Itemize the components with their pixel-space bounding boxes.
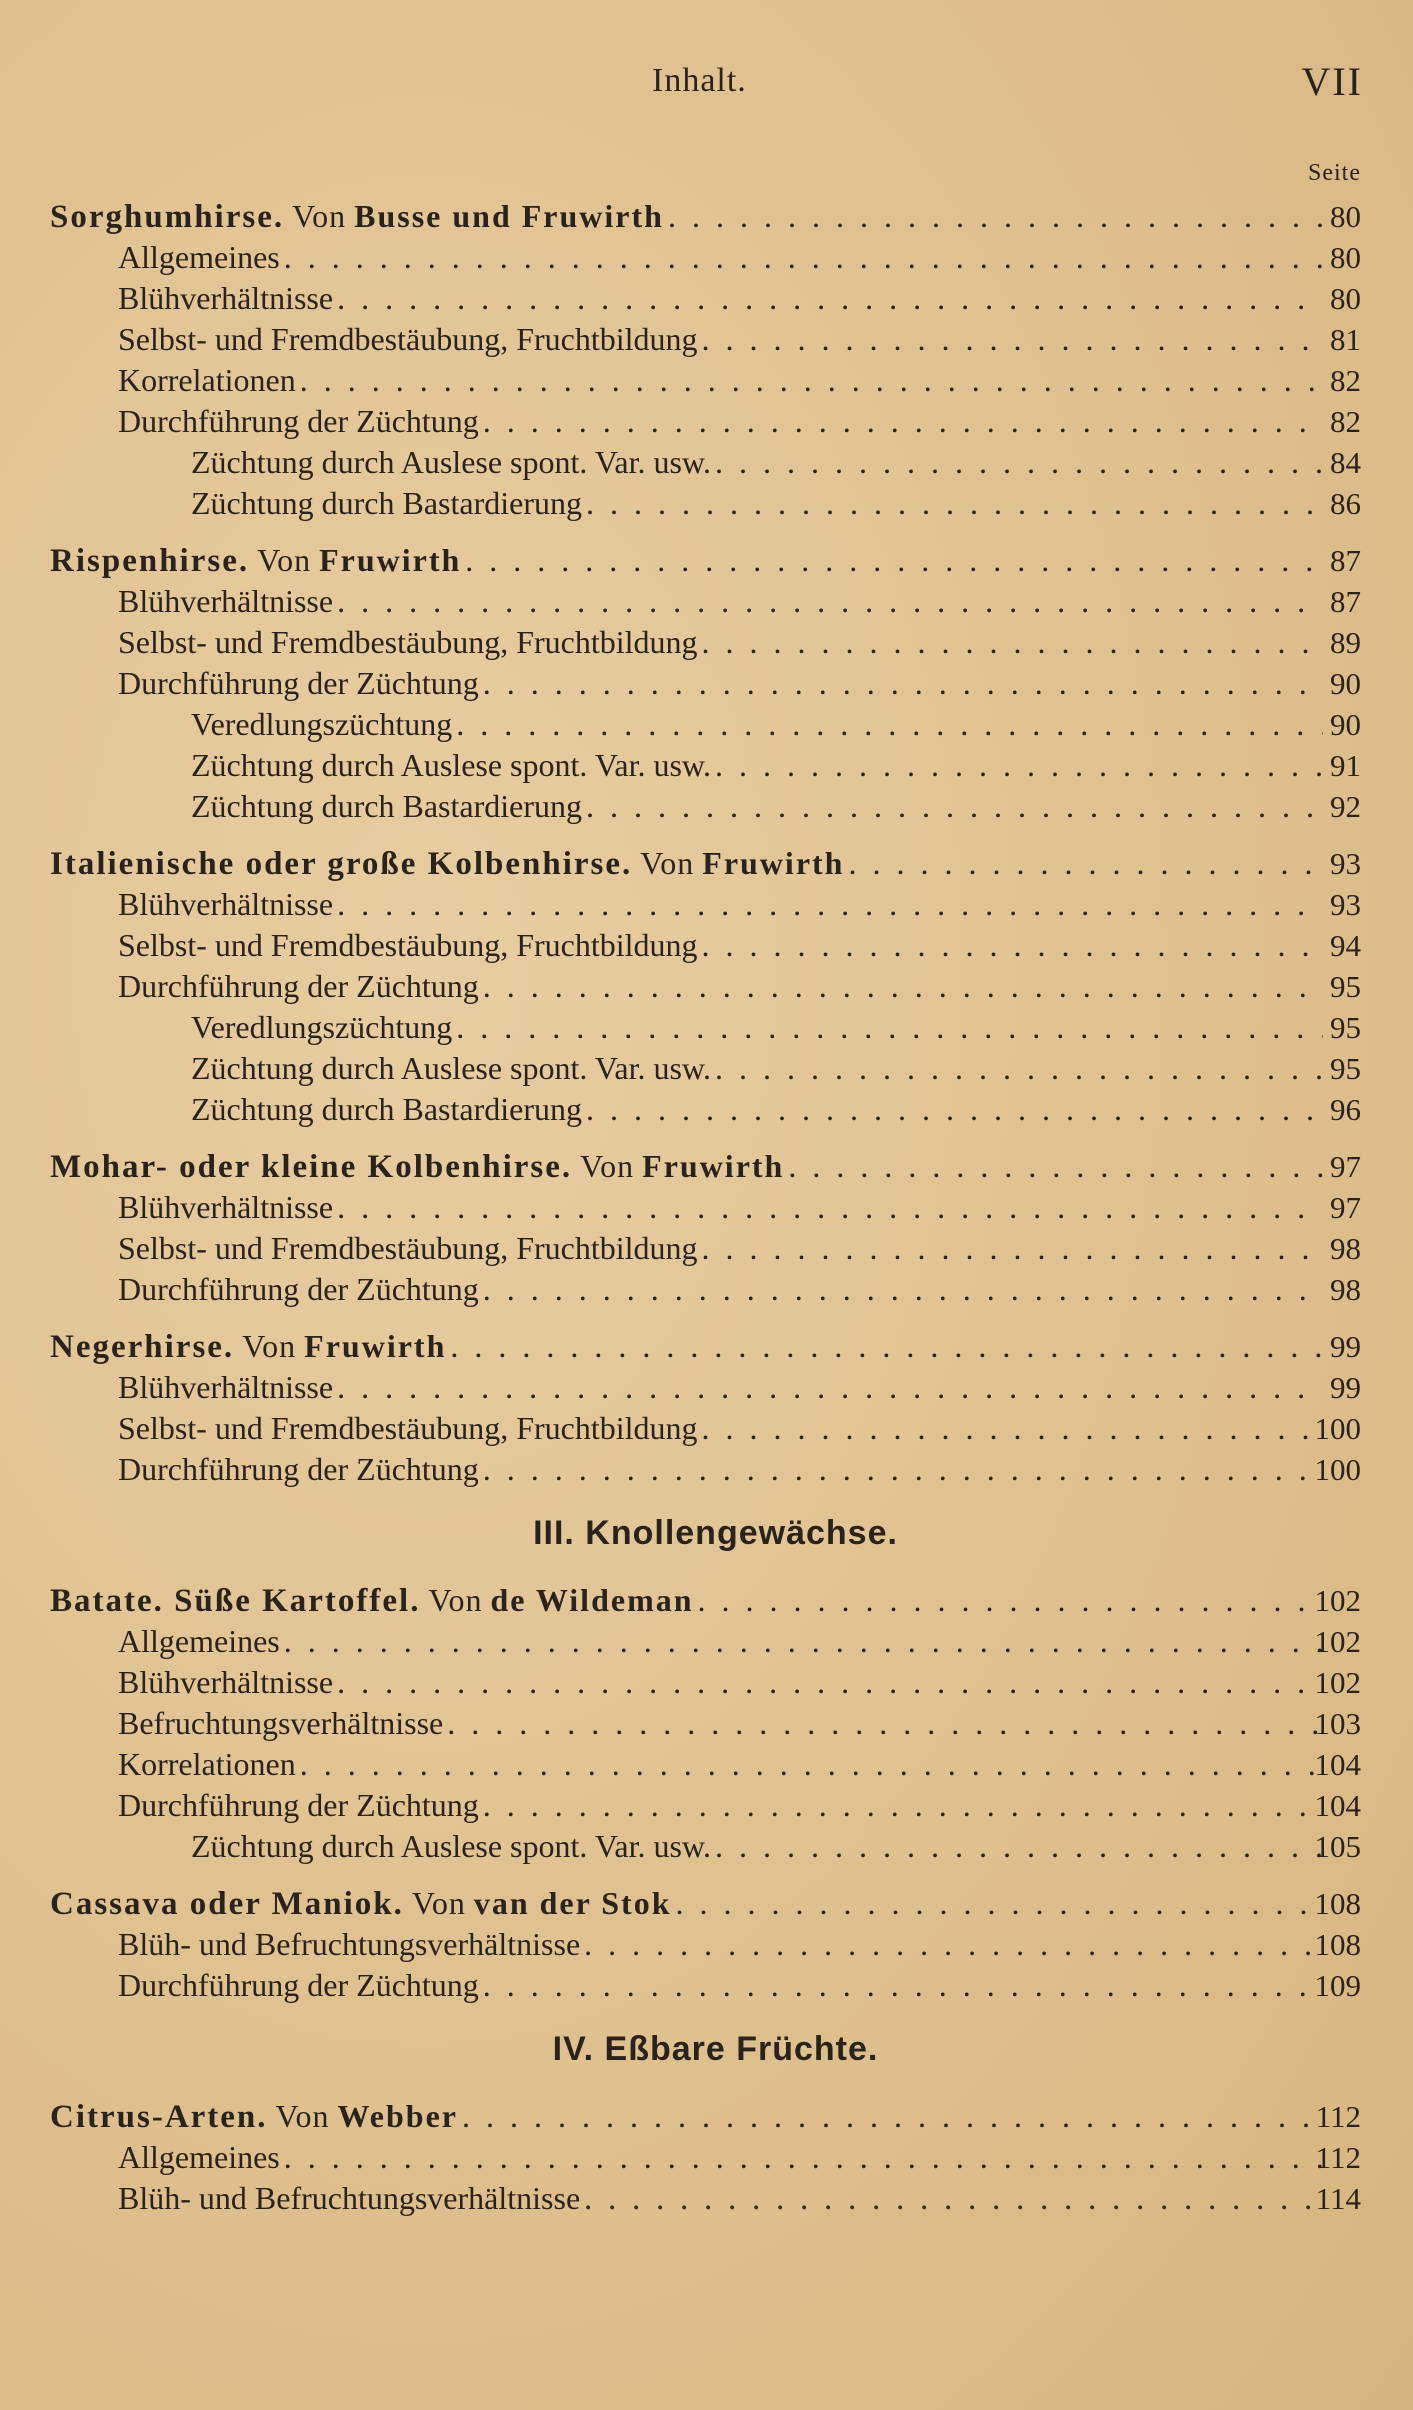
entry-text: Allgemeines: [118, 239, 280, 275]
toc-entry-row: [0, 1449, 1413, 1490]
page-ref: 93: [1330, 887, 1361, 922]
entry-text: Blühverhältnisse: [118, 583, 334, 619]
page-ref: 82: [1330, 363, 1361, 398]
toc-entry-row: [0, 1621, 1413, 1662]
toc-entry-row: [0, 278, 1413, 319]
page-ref: 102: [1314, 1665, 1361, 1700]
page-ref: 109: [1314, 1968, 1361, 2003]
page-ref: 90: [1330, 707, 1361, 742]
page-number: VII: [1301, 59, 1363, 104]
entry-text: Befruchtungsverhältnisse: [118, 1705, 444, 1741]
page-ref: 97: [1330, 1149, 1361, 1184]
page-ref: 99: [1330, 1329, 1361, 1364]
page-ref: 80: [1330, 199, 1361, 234]
toc-entry-row: [0, 483, 1413, 524]
toc-chapter-row: [0, 196, 1413, 237]
page-ref: 97: [1330, 1190, 1361, 1225]
page-ref: 95: [1330, 1051, 1361, 1086]
entry-text: Korrelationen: [118, 362, 296, 398]
chapter-title: Sorghumhirse.: [50, 199, 285, 235]
toc-entry-row: [0, 401, 1413, 442]
entry-text: Durchführung der Züchtung: [118, 1451, 479, 1487]
chapter-von: Von: [242, 1328, 297, 1364]
page-ref: 80: [1330, 240, 1361, 275]
toc-entry-row: [0, 1924, 1413, 1965]
chapter-title: Citrus-Arten.: [50, 2099, 268, 2135]
toc-entry-row: [0, 1187, 1413, 1228]
page-ref: 95: [1330, 969, 1361, 1004]
toc-entry-row: [0, 442, 1413, 483]
entry-text: Durchführung der Züchtung: [118, 1967, 479, 2003]
entry-text: Selbst- und Fremdbestäubung, Fruchtbildung: [118, 927, 698, 963]
entry-text: Selbst- und Fremdbestäubung, Fruchtbildung: [118, 624, 698, 660]
chapter-von: Von: [640, 845, 695, 881]
page-ref: 103: [1314, 1706, 1361, 1741]
entry-text: Blühverhältnisse: [118, 886, 334, 922]
toc-chapter-row: [0, 1883, 1413, 1924]
page-ref: 93: [1330, 846, 1361, 881]
entry-text: Blüh- und Befruchtungsverhältnisse: [118, 1926, 581, 1962]
chapter-title: Batate. Süße Kartoffel.: [50, 1583, 421, 1619]
entry-text: Blühverhältnisse: [118, 1664, 334, 1700]
toc-entry-row: [0, 1703, 1413, 1744]
toc-entry-row: [0, 1965, 1413, 2006]
page-ref: 104: [1314, 1788, 1361, 1823]
entry-text: Durchführung der Züchtung: [118, 1271, 479, 1307]
page-ref: 100: [1314, 1411, 1361, 1446]
toc-entry-row: [0, 1089, 1413, 1130]
chapter-von: Von: [275, 2098, 330, 2134]
toc-entry-row: [0, 581, 1413, 622]
entry-text: Blühverhältnisse: [118, 1189, 334, 1225]
toc-entry-row: [0, 360, 1413, 401]
entry-text: Züchtung durch Auslese spont. Var. usw.: [191, 1050, 711, 1086]
chapter-title: Italienische oder große Kolbenhirse.: [50, 846, 633, 882]
page-ref: 114: [1315, 2181, 1361, 2216]
chapter-author: Webber: [337, 2098, 458, 2134]
entry-text: Züchtung durch Auslese spont. Var. usw.: [191, 747, 711, 783]
toc-entry-row: [0, 1367, 1413, 1408]
page-ref: 80: [1330, 281, 1361, 316]
entry-text: Durchführung der Züchtung: [118, 968, 479, 1004]
entry-text: Durchführung der Züchtung: [118, 1787, 479, 1823]
toc-chapter-row: [0, 1580, 1413, 1621]
page-ref: 102: [1314, 1624, 1361, 1659]
toc-entry-row: [0, 1269, 1413, 1310]
chapter-author: Fruwirth: [642, 1148, 785, 1184]
toc-entry-row: [0, 1662, 1413, 1703]
toc-entry-row: [0, 786, 1413, 827]
table-of-contents: [0, 196, 1413, 2219]
page-ref: 100: [1314, 1452, 1361, 1487]
toc-entry-row: [0, 1826, 1413, 1867]
page-ref: 84: [1330, 445, 1361, 480]
entry-text: Züchtung durch Bastardierung: [191, 788, 582, 824]
entry-text: Züchtung durch Bastardierung: [191, 485, 582, 521]
toc-entry-row: [0, 884, 1413, 925]
entry-text: Durchführung der Züchtung: [118, 665, 479, 701]
page-ref: 95: [1330, 1010, 1361, 1045]
toc-entry-row: [0, 704, 1413, 745]
page-ref: 104: [1314, 1747, 1361, 1782]
toc-entry-row: [0, 622, 1413, 663]
chapter-title: Rispenhirse.: [50, 543, 250, 579]
page-ref: 91: [1330, 748, 1361, 783]
toc-chapter-row: [0, 2096, 1413, 2137]
entry-text: Blühverhältnisse: [118, 280, 334, 316]
toc-chapter-row: [0, 1146, 1413, 1187]
chapter-author: Fruwirth: [702, 845, 845, 881]
toc-entry-row: [0, 966, 1413, 1007]
toc-entry-row: [0, 1048, 1413, 1089]
page-ref: 112: [1315, 2140, 1361, 2175]
chapter-von: Von: [411, 1885, 466, 1921]
page-ref: 87: [1330, 584, 1361, 619]
entry-text: Allgemeines: [118, 2139, 280, 2175]
chapter-author: Fruwirth: [319, 542, 462, 578]
toc-entry-row: [0, 1744, 1413, 1785]
toc-entry-row: [0, 663, 1413, 704]
chapter-title: Mohar- oder kleine Kolbenhirse.: [50, 1149, 573, 1185]
page-ref: 87: [1330, 543, 1361, 578]
entry-text: Selbst- und Fremdbestäubung, Fruchtbildung: [118, 1230, 698, 1266]
toc-entry-row: [0, 1007, 1413, 1048]
page-ref: 105: [1314, 1829, 1361, 1864]
toc-entry-row: [0, 319, 1413, 360]
toc-chapter-row: [0, 540, 1413, 581]
toc-entry-row: [0, 1408, 1413, 1449]
chapter-von: Von: [292, 198, 347, 234]
chapter-von: Von: [580, 1148, 635, 1184]
chapter-author: de Wildeman: [490, 1582, 694, 1618]
page-ref: 108: [1314, 1886, 1361, 1921]
entry-text: Züchtung durch Bastardierung: [191, 1091, 582, 1127]
page-ref: 98: [1330, 1272, 1361, 1307]
entry-text: Züchtung durch Auslese spont. Var. usw.: [191, 1828, 711, 1864]
entry-text: Allgemeines: [118, 1623, 280, 1659]
page-ref: 102: [1314, 1583, 1361, 1618]
toc-entry-row: [0, 2178, 1413, 2219]
page-ref: 96: [1330, 1092, 1361, 1127]
toc-entry-row: [0, 1228, 1413, 1269]
page-ref: 90: [1330, 666, 1361, 701]
toc-entry-row: [0, 237, 1413, 278]
section-heading: IV. Eßbare Früchte.: [552, 2030, 879, 2068]
chapter-author: Busse und Fruwirth: [354, 198, 664, 234]
running-head: [0, 59, 1413, 122]
page-ref: 108: [1314, 1927, 1361, 1962]
chapter-title: Cassava oder Maniok.: [50, 1886, 404, 1922]
chapter-von: Von: [257, 542, 312, 578]
chapter-author: van der Stok: [473, 1885, 672, 1921]
toc-entry-row: [0, 745, 1413, 786]
page-ref: 81: [1330, 322, 1361, 357]
toc-chapter-row: [0, 1326, 1413, 1367]
chapter-title: Negerhirse.: [50, 1329, 235, 1365]
page-ref: 98: [1330, 1231, 1361, 1266]
page-ref: 86: [1330, 486, 1361, 521]
entry-text: Korrelationen: [118, 1746, 296, 1782]
toc-entry-row: [0, 2137, 1413, 2178]
entry-text: Durchführung der Züchtung: [118, 403, 479, 439]
page-ref: 94: [1330, 928, 1361, 963]
page-ref: 112: [1315, 2099, 1361, 2134]
running-head-title: Inhalt.: [652, 62, 747, 99]
page-ref: 99: [1330, 1370, 1361, 1405]
entry-text: Veredlungszüchtung: [191, 1009, 453, 1045]
page-ref: 92: [1330, 789, 1361, 824]
page-ref: 89: [1330, 625, 1361, 660]
toc-entry-row: [0, 925, 1413, 966]
entry-text: Veredlungszüchtung: [191, 706, 453, 742]
section-heading: III. Knollengewächse.: [533, 1514, 898, 1552]
toc-chapter-row: [0, 843, 1413, 884]
entry-text: Blühverhältnisse: [118, 1369, 334, 1405]
page-column-label: Seite: [1308, 160, 1361, 186]
page-ref: 82: [1330, 404, 1361, 439]
entry-text: Selbst- und Fremdbestäubung, Fruchtbildung: [118, 321, 698, 357]
toc-entry-row: [0, 1785, 1413, 1826]
chapter-author: Fruwirth: [304, 1328, 447, 1364]
entry-text: Züchtung durch Auslese spont. Var. usw.: [191, 444, 711, 480]
chapter-von: Von: [428, 1582, 483, 1618]
entry-text: Selbst- und Fremdbestäubung, Fruchtbildung: [118, 1410, 698, 1446]
entry-text: Blüh- und Befruchtungsverhältnisse: [118, 2180, 581, 2216]
